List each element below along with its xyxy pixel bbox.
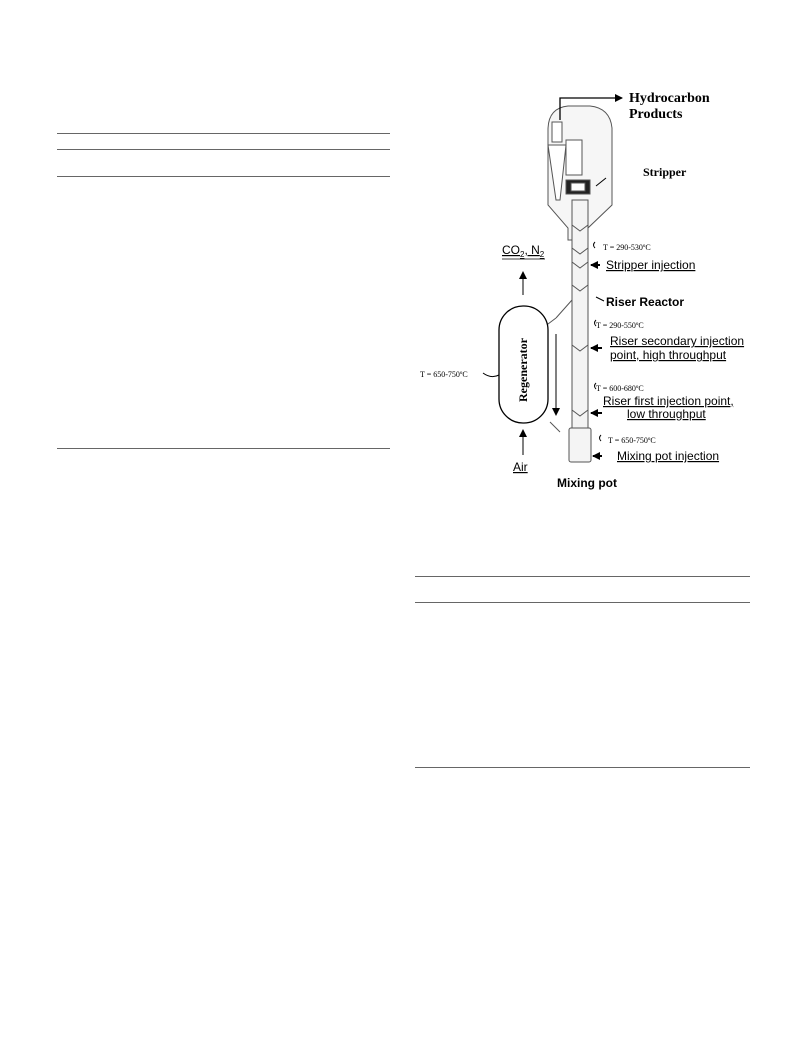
t-first-label: T = 600-680ºC — [596, 384, 644, 393]
riser-first-label-2: low throughput — [627, 407, 706, 421]
air-label: Air — [513, 460, 528, 474]
riser-secondary-label-1: Riser secondary injection — [610, 334, 745, 348]
stripper-label: Stripper — [643, 165, 687, 179]
right-table-top-rule — [415, 576, 750, 577]
hydrocarbon-label-1: Hydrocarbon — [629, 91, 710, 106]
flue-gas-label: $CO_2$, $N_2$ — [502, 243, 545, 259]
riser-reactor-label: Riser Reactor — [606, 295, 685, 309]
hydrocarbon-label-2: Products — [629, 107, 683, 122]
right-table-header-rule — [415, 602, 750, 603]
mixing-pot-label: Mixing pot — [557, 476, 617, 490]
t-stripper-label: T = 290-530ºC — [603, 243, 651, 252]
mixing-pot-injection-label: Mixing pot injection — [617, 449, 720, 463]
t-mixing-label: T = 650-750ºC — [608, 436, 656, 445]
regenerator-label: Regenerator — [516, 338, 530, 402]
riser-first-label-1: Riser first injection point, — [603, 394, 734, 408]
mixing-pot — [569, 428, 591, 462]
stripper-injection-label: Stripper injection — [606, 258, 696, 272]
riser-secondary-label-2: point, high throughput — [610, 348, 727, 362]
t-riser-label: T = 290-550ºC — [596, 321, 644, 330]
right-table-bottom-rule — [415, 767, 750, 768]
fcc-unit-diagram — [0, 0, 793, 520]
t-regenerator-label: T = 650-750ºC — [420, 370, 468, 379]
